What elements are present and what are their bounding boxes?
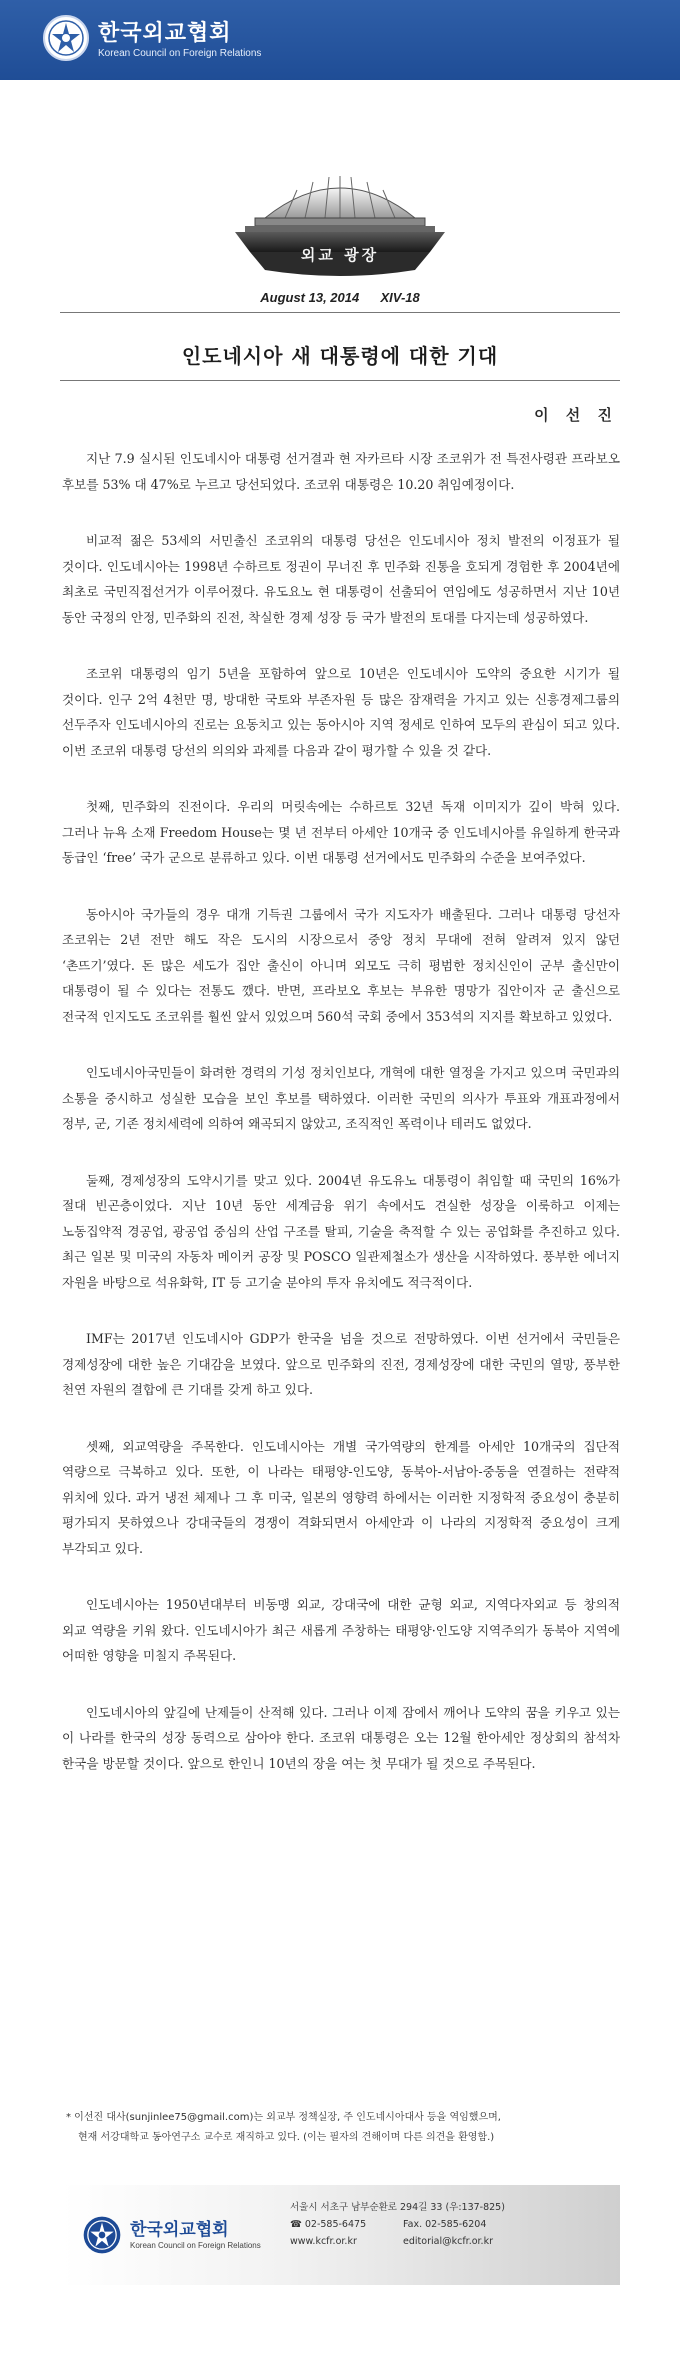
paragraph: 동아시아 국가들의 경우 대개 기득권 그룹에서 국가 지도자가 배출된다. 그러나 대통령 당선자 조코위는 2년 전만 해도 작은 도시의 시장으로서 중앙 정치 무대에 전혀 알려져 있지 않던 ‘촌뜨기’였다. 돈 많은 세도가 집안 출신이 아니며 외모도 극히 평범한 정치신인이 군부 출신만이 대통령이 될 수 있다는 전통도 깼다. 반면, 프라보오 후보는 부유한 명망가 집안이자 군 출신으로 전국적 인지도도 조코위를 훨씬 앞서 있었으며 560석 국회 중에서 353석의 지지를 확보하고 있었다. bbox=[62, 906, 620, 1024]
article-author: 이 선 진 bbox=[534, 406, 618, 424]
meta-divider bbox=[60, 312, 620, 313]
footer-box bbox=[62, 2185, 620, 2285]
footer-org-name: 한국외교협회 bbox=[130, 2220, 229, 2240]
footer-web-row bbox=[290, 2233, 505, 2250]
footer-address: 서울시 서초구 남부순환로 294길 33 (우:137-825) bbox=[290, 2202, 505, 2213]
article-body bbox=[62, 446, 620, 1807]
emblem-label: 외교 광장 bbox=[300, 246, 380, 264]
paragraph: IMF는 2017년 인도네시아 GDP가 한국을 넘을 것으로 전망하였다. 이번 선거에서 국민들은 경제성장에 대한 높은 기대감을 보였다. 앞으로 민주화의 진전, 경제성장에 대한 국민의 열망, 풍부한 천연 자원의 결합에 큰 기대를 갖게 하고 있다. bbox=[62, 1331, 620, 1397]
footer-tel: ☎ 02-585-6475 bbox=[290, 2219, 367, 2230]
title-divider bbox=[60, 380, 620, 381]
paragraph: 둘째, 경제성장의 도약시기를 맞고 있다. 2004년 유도유노 대통령이 취임할 때 국민의 16%가 절대 빈곤층이었다. 지난 10년 동안 세계금융 위기 속에서도 견실한 성장을 이룩하고 이제는 노동집약적 경공업, 광공업 중심의 산업 구조를 탈피, 기술을 축적할 수 있는 공업화를 추진하고 있다. 최근 일본 및 미국의 자동차 메이커 공장 및 POSCO 일관제철소가 생산을 시작하였다. 풍부한 에너지 자원을 바탕으로 석유화학, IT 등 고기술 분야의 투자 유치에도 적극적이다. bbox=[62, 1172, 620, 1290]
issue-date: August 13, 2014 bbox=[260, 290, 360, 305]
header-org-name: 한국외교협회 bbox=[98, 21, 232, 46]
author-note-line: 현재 서강대학교 동아연구소 교수로 재직하고 있다. (이는 필자의 견해이며 다른 의견을 환영함.) bbox=[78, 2132, 495, 2143]
footer-contact bbox=[290, 2199, 505, 2250]
paragraph: 인도네시아의 앞길에 난제들이 산적해 있다. 그러나 이제 잠에서 깨어나 도약의 꿈을 키우고 있는 이 나라를 한국의 성장 동력으로 삼아야 한다. 조코위 대통령은 오는 12월 한아세안 정상회의 참석차 한국을 방문할 것이다. 앞으로 한인니 10년의 장을 여는 첫 무대가 될 것으로 주목된다. bbox=[62, 1704, 620, 1771]
article-title: 인도네시아 새 대통령에 대한 기대 bbox=[181, 344, 499, 368]
council-logo-icon bbox=[42, 14, 90, 62]
header-bar bbox=[0, 0, 680, 80]
header-org-name-en: Korean Council on Foreign Relations bbox=[98, 48, 262, 59]
author-note-line: * 이선진 대사(sunjinlee75@gmail.com)는 외교부 정책실장, 주 인도네시아대사 등을 역임했으며, bbox=[66, 2112, 501, 2123]
paragraph: 지난 7.9 실시된 인도네시아 대통령 선거결과 현 자카르타 시장 조코위가 전 특전사령관 프라보오 후보를 53% 대 47%로 누르고 당선되었다. 조코위 대통령은 10.20 취임예정이다. bbox=[62, 451, 620, 492]
paragraph: 조코위 대통령의 임기 5년을 포함하여 앞으로 10년은 인도네시아 도약의 중요한 시기가 될 것이다. 인구 2억 4천만 명, 방대한 국토와 부존자원 등 많은 잠재력을 가지고 있는 신흥경제그룹의 선두주자 인도네시아의 진로는 요동치고 있는 동아시아 지역 정세로 인하여 모두의 관심이 되고 있다. 이번 조코위 대통령 당선의 의의와 과제를 다음과 같이 평가할 수 있을 것 같다. bbox=[62, 666, 620, 758]
footer-logo-icon bbox=[82, 2215, 122, 2255]
paragraph: 인도네시아는 1950년대부터 비동맹 외교, 강대국에 대한 균형 외교, 지역다자외교 등 창의적 외교 역량을 키워 왔다. 인도네시아가 최근 새롭게 주창하는 태평양·인도양 지역주의가 동북아 지역에 어떠한 영향을 미칠지 주목된다. bbox=[62, 1597, 620, 1663]
footer-phone-row bbox=[290, 2216, 505, 2233]
paragraph: 첫째, 민주화의 진전이다. 우리의 머릿속에는 수하르토 32년 독재 이미지가 깊이 박혀 있다. 그러나 뉴욕 소재 Freedom House는 몇 년 전부터 아세안 10개국 중 인도네시아를 유일하게 한국과 동급인 ‘free’ 국가 군으로 분류하고 있다. 이번 대통령 선거에서도 민주화의 수준을 보여주었다. bbox=[62, 799, 620, 865]
author-note bbox=[66, 2108, 622, 2148]
footer-email-link[interactable]: editorial@kcfr.or.kr bbox=[403, 2236, 493, 2247]
paragraph: 인도네시아국민들이 화려한 경력의 기성 정치인보다, 개혁에 대한 열정을 가지고 있으며 국민과의 소통을 중시하고 성실한 모습을 보인 후보를 택하였다. 이러한 국민의 의사가 투표와 개표과정에서 정부, 군, 기존 정치세력에 의하여 왜곡되지 않았고, 조직적인 폭력이나 테러도 없었다. bbox=[62, 1065, 620, 1131]
footer-website-link[interactable]: www.kcfr.or.kr bbox=[290, 2236, 357, 2247]
paragraph: 셋째, 외교역량을 주목한다. 인도네시아는 개별 국가역량의 한계를 아세안 10개국의 집단적 역량으로 극복하고 있다. 또한, 이 나라는 태평양-인도양, 동북아-서남아-중동을 연결하는 전략적 위치에 있다. 과거 냉전 체제나 그 후 미국, 일본의 영향력 하에서는 이러한 지정학적 중요성이 충분히 평가되지 못하였으나 강대국들의 경쟁이 격화되면서 아세안과 이 나라의 지정학적 중요성이 크게 부각되고 있다. bbox=[62, 1438, 620, 1556]
footer-org-name-en: Korean Council on Foreign Relations bbox=[130, 2241, 261, 2250]
issue-number: XIV-18 bbox=[380, 290, 420, 305]
footer-fax: Fax. 02-585-6204 bbox=[403, 2219, 487, 2230]
issue-meta bbox=[0, 290, 680, 305]
paragraph: 비교적 젊은 53세의 서민출신 조코위의 대통령 당선은 인도네시아 정치 발전의 이정표가 될 것이다. 인도네시아는 1998년 수하르토 정권이 무너진 후 민주화 진통을 호되게 경험한 후 2004년에 최초로 국민직접선거가 이루어졌다. 유도요노 현 대통령이 선출되어 연임에도 성공하면서 지난 10년 동안 국정의 안정, 민주화의 진전, 착실한 경제 성장 등 국가 발전의 토대를 다지는데 성공하였다. bbox=[62, 533, 620, 625]
